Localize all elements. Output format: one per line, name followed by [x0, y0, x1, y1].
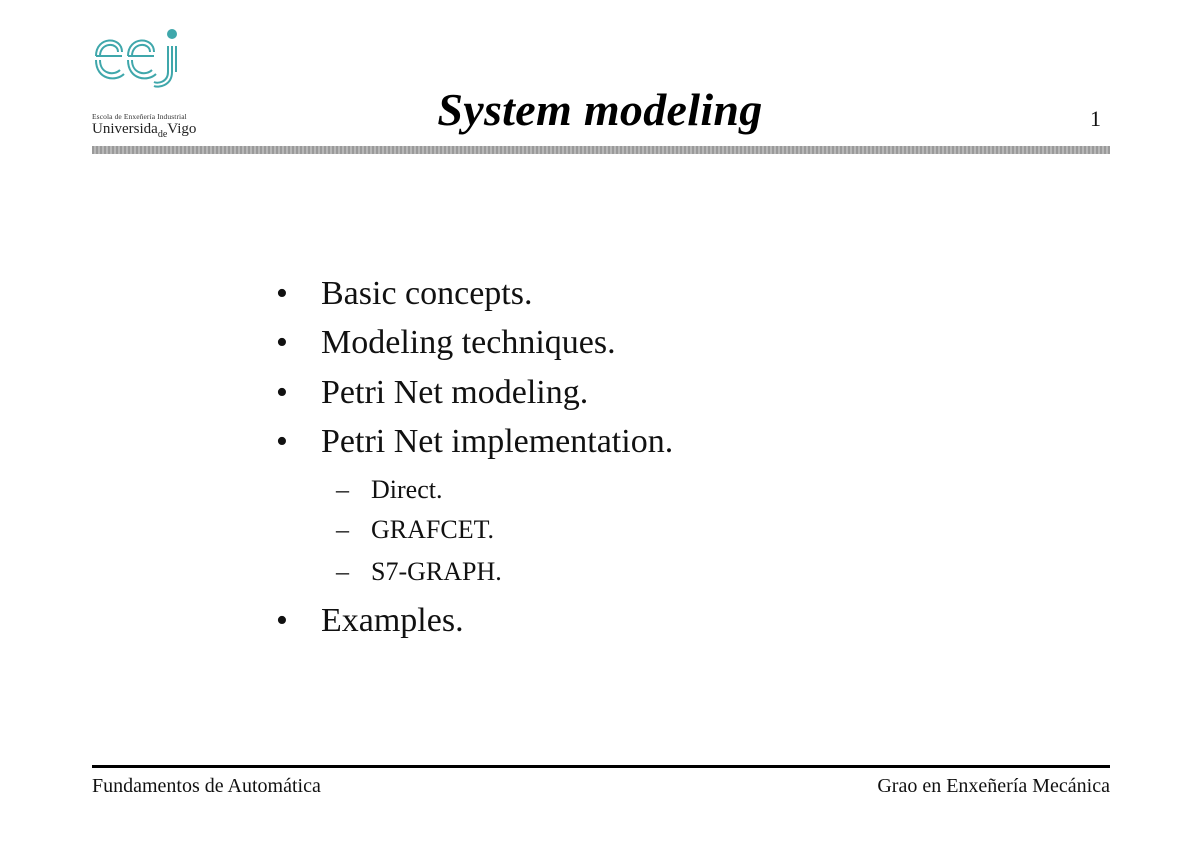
dash-marker: –	[336, 557, 349, 586]
bullet-marker: •	[276, 275, 288, 312]
list-item-text: Petri Net implementation.	[321, 423, 674, 460]
footer-divider	[92, 765, 1110, 768]
footer-degree-name: Grao en Enxeñería Mecánica	[877, 775, 1110, 797]
list-item-text: Modeling techniques.	[321, 324, 616, 361]
logo-university-text: Universida	[92, 121, 158, 137]
bullet-marker: •	[276, 374, 288, 411]
slide-title: System modeling	[437, 84, 763, 135]
page-number: 1	[1090, 106, 1101, 131]
sub-list-item-text: Direct.	[371, 475, 443, 504]
header-divider	[92, 146, 1110, 154]
list-item-text: Petri Net modeling.	[321, 374, 589, 411]
bullet-marker: •	[276, 423, 288, 460]
dash-marker: –	[336, 515, 349, 544]
bullet-marker: •	[276, 324, 288, 361]
eei-logo-icon	[92, 26, 192, 88]
sub-list-item-text: GRAFCET.	[371, 515, 495, 544]
logo-university-city: Vigo	[167, 121, 197, 137]
footer-course-name: Fundamentos de Automática	[92, 775, 321, 797]
sub-list-item-text: S7-GRAPH.	[371, 557, 502, 586]
list-item-text: Examples.	[321, 602, 464, 639]
logo-school-name: Escola de Enxeñería Industrial	[92, 112, 187, 121]
list-item-text: Basic concepts.	[321, 275, 533, 312]
dash-marker: –	[336, 475, 349, 504]
logo-university-de: de	[157, 129, 168, 140]
bullet-marker: •	[276, 602, 288, 639]
